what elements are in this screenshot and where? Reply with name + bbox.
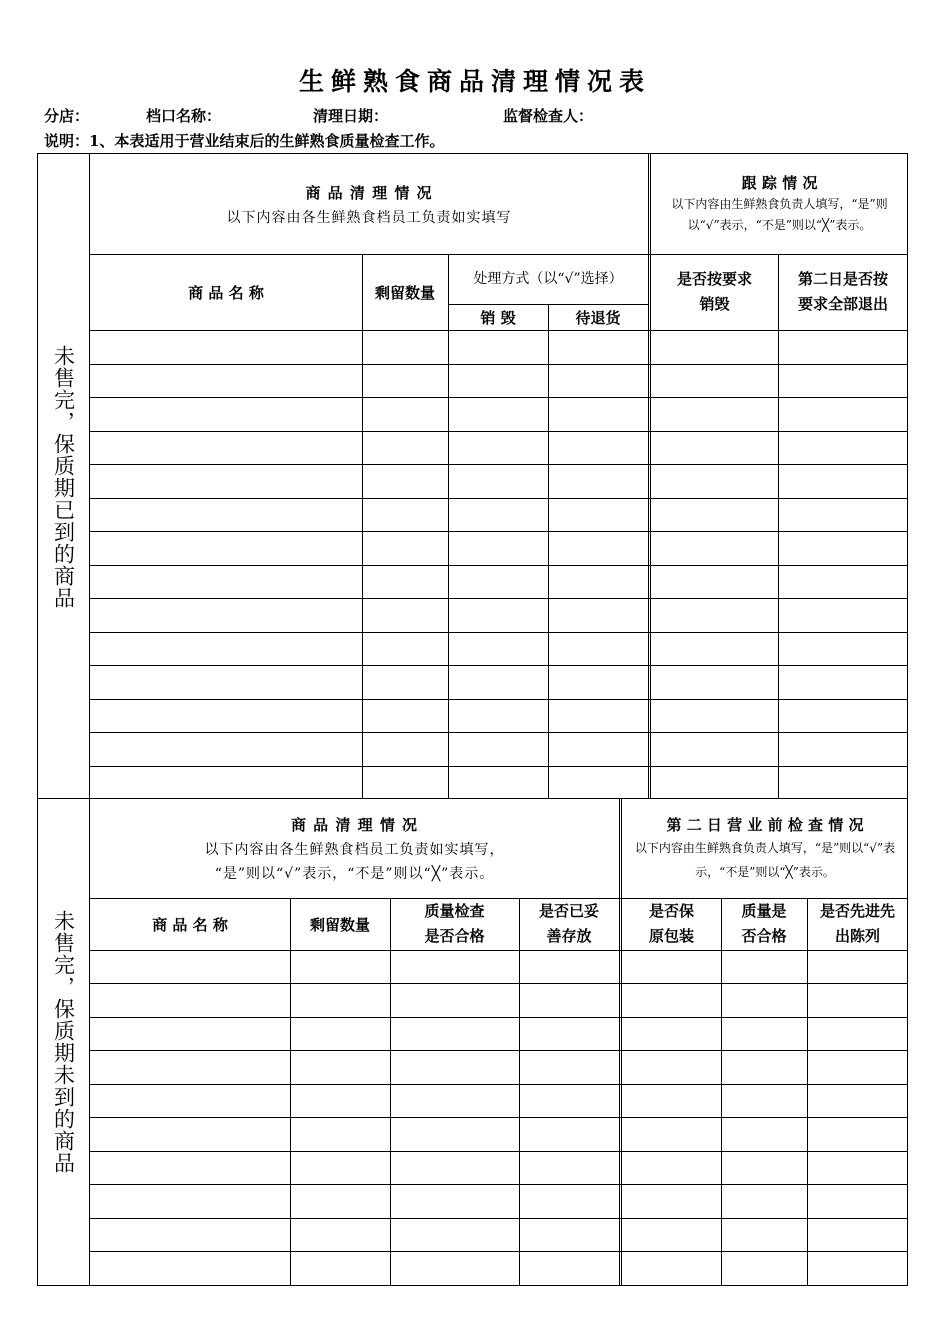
inspector-field-label: 监督检查人： [503,107,594,125]
section1-side-label: 未售完，保质期已到的商品 [38,154,90,799]
col-remaining-qty: 剩留数量 [374,283,435,302]
col-returned-next-day: 第二日是否按要求全部退出 [797,270,888,313]
col-destroy: 销 毁 [480,308,516,327]
col2-properly-stored: 是否已妥善存放 [538,902,599,945]
col2-quality-check: 质量检查是否合格 [424,902,485,945]
col2-remaining-qty: 剩留数量 [309,915,370,934]
col2-quality-ok: 质量是否合格 [741,902,787,945]
section-unexpired-goods [37,799,908,1286]
col-destroyed-as-required: 是否按要求销毁 [677,270,753,313]
section2-check-header: 第 二 日 营 业 前 检 查 情 况 以下内容由生鲜熟食负责人填写，“是”则以“√”表示，“不是”则以“╳”表示。 [634,815,896,879]
col-to-return: 待退货 [575,308,621,327]
date-field-label: 清理日期： [313,107,389,125]
col2-original-package: 是否保原包装 [648,902,694,945]
col2-fifo-display: 是否先进先出陈列 [819,902,895,945]
col-product-name: 商 品 名 称 [188,283,264,302]
section2-group-header: 商 品 清 理 情 况 以下内容由各生鲜熟食档员工负责如实填写， “是”则以“√”表示，“不是”则以“╳”表示。 [204,816,505,882]
section1-group-header: 商 品 清 理 情 况 以下内容由各生鲜熟食档员工负责如实填写 [226,183,512,226]
col-disposal-method: 处理方式（以“√”选择） [473,271,623,287]
section1-tracking-header: 跟 踪 情 况 以下内容由生鲜熟食负责人填写，“是”则以“√”表示，“不是”则以“╳”表示。 [671,174,888,232]
section2-side-label: 未售完，保质期未到的商品 [38,799,90,1285]
section-expired-goods [37,153,908,799]
col2-product-name: 商 品 名 称 [152,915,228,934]
branch-field-label: 分店： [44,107,90,125]
form-note: 说明：1、本表适用于营业结束后的生鲜熟食质量检查工作。 [44,132,445,150]
form-title: 生鲜熟食商品清理情况表 [298,67,651,96]
stall-field-label: 档口名称： [146,107,222,125]
